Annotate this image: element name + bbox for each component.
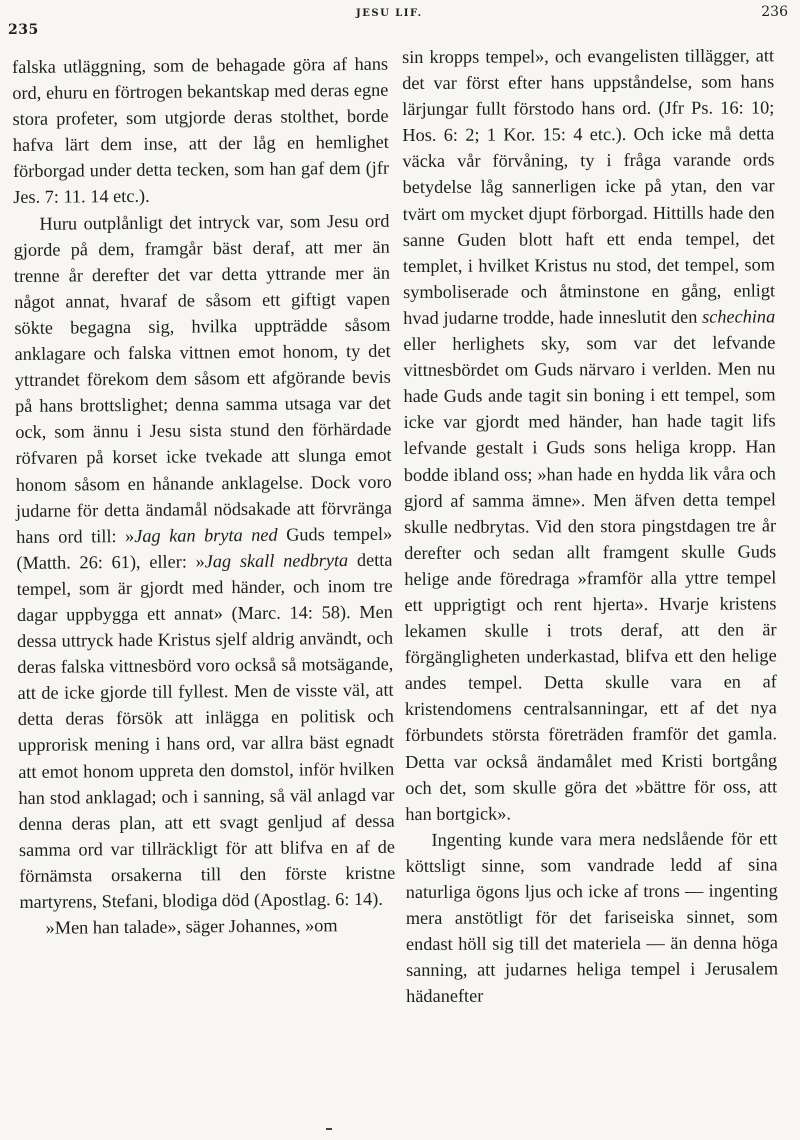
bottom-mark <box>326 1128 332 1130</box>
left-paragraph-3: »Men han talade», säger Johannes, »om <box>45 915 338 938</box>
left-column <box>12 51 396 941</box>
left-paragraph-2-text-b: Guds tempel» (Matth. 26: 61), eller: » <box>16 523 393 573</box>
right-paragraph-1-text-a: sin kropps tempel», och evangelisten tillägger, att det var först efter hans uppståndelse, som hans lärjungar fullt förstodo hans ord. (Jfr Ps. 16: 10; Hos. 6: 2; 1 Kor. 15: 4 etc.). Och icke må detta väcka vår förvåning, ty i fråga varande ords betydelse låg sannerligen icke på ytan, den var tvärt om mycket djupt förborgad. Hittills hade den sanne Guden blott haft ett enda tempel, det templet, i hvilket Kristus nu stod, det tempel, som symboliserade och åtminstone en gång, enligt hvad judarne trodde, hade inneslutit den <box>402 45 776 328</box>
left-paragraph-2 <box>13 207 395 915</box>
left-page-number: 235 <box>8 22 39 38</box>
right-paragraph-2: Ingenting kunde vara mera nedslående för ett köttsligt sinne, som vandrade ledd af sina naturliga ögons ljus och icke af trons — ingenting mera anstötligt för det fariseiska sinnet, som endast höll sig till det materiela — än denna höga sanning, att judarnes heliga tempel i Jerusalem hädanefter <box>405 828 779 1007</box>
term-schechina: schechina <box>702 306 776 327</box>
left-paragraph-2-text-c: detta tempel, som är gjordt med händer, och inom tre dagar uppbygga ett annat» (Marc. 14: 58). Men dessa uttryck hade Kristus sjelf aldrig användt, och deras falska vittnesbörd voro också så motsägande, att de icke gjorde till fyllest. Men de visste väl, att detta deras försök att inlägga en politisk och upprorisk mening i hans ord, var allra bäst egnadt att emot honom uppreta den domstol, inför hvilken han stod anklagad; och i sanning, så väl anlagd var denna deras plan, att ett svagt genljud af dessa samma ord var tillräckligt för att blifva en af de förnämsta orsakerna till den förste kristne martyrens, Stefani, blodiga död (Apostlag. 6: 14). <box>16 549 396 912</box>
right-column <box>402 42 778 1009</box>
running-head: JESU LIF. <box>356 8 423 19</box>
quote-jag-kan-bryta-ned: Jag kan bryta ned <box>134 524 278 546</box>
right-paragraph-1-text-b: eller herlighets sky, som var det lefvande vittnesbördet om Guds närvaro i verlden. Men nu hade Guds ande tagit sin boning i ett tempel, som icke var gjordt med händer, han hade tagit lifs lefvande gestalt i Guds sons heliga kropp. Han bodde ibland oss; »han hade en hydda lik våra och gjord af samma ämne». Men äfven detta tempel skulle nedbrytas. Vid den stora pingstdagen tre år derefter och sedan allt framgent skulle Guds helige ande föredraga »framför alla yttre tempel ett upprigtigt och rent hjerta». Hvarje kristens lekamen skulle i trots deraf, att den är förgängligheten underkastad, blifva ett den helige andes tempel. Detta skulle vara en af kristendomens centralsanningar, ett af det nya förbundets största företräden framför det gamla. Detta var också ändamålet med Kristi bortgång och det, som skulle göra det »bättre för oss, att han bortgick». <box>403 332 778 824</box>
left-paragraph-1: falska utläggning, som de behagade göra af hans ord, ehuru en förtrogen bekantskap med deras egne stora profeter, som utgjorde deras stolthet, borde hafva lärt dem inse, att der låg en hemlighet förborgad under detta tecken, som han gaf dem (jfr Jes. 7: 11. 14 etc.). <box>12 53 390 208</box>
right-paragraph-1 <box>402 42 777 826</box>
left-paragraph-2-text-a: Huru outplånligt det intryck var, som Jesu ord gjorde på dem, framgår bäst deraf, att mer än trenne år derefter det var detta yttrande mer än något annat, hvaraf de såsom ett giftigt vapen sökte begagna sig, hvilka uppträdde såsom anklagare och falska vittnen emot honom, ty det yttrandet förekom dem såsom ett afgörande bevis på hans brottslighet; denna samma utsaga var det ock, som ännu i Jesu sista stund den förhärdade röfvaren på korset icke tvekade att slunga emot honom såsom en hånande anklagelse. Dock voro judarne för detta ändamål nödsakade att förvränga hans ord till: » <box>13 210 393 547</box>
quote-jag-skall-nedbryta: Jag skall nedbryta <box>204 549 349 572</box>
right-page-number: 236 <box>761 4 788 20</box>
